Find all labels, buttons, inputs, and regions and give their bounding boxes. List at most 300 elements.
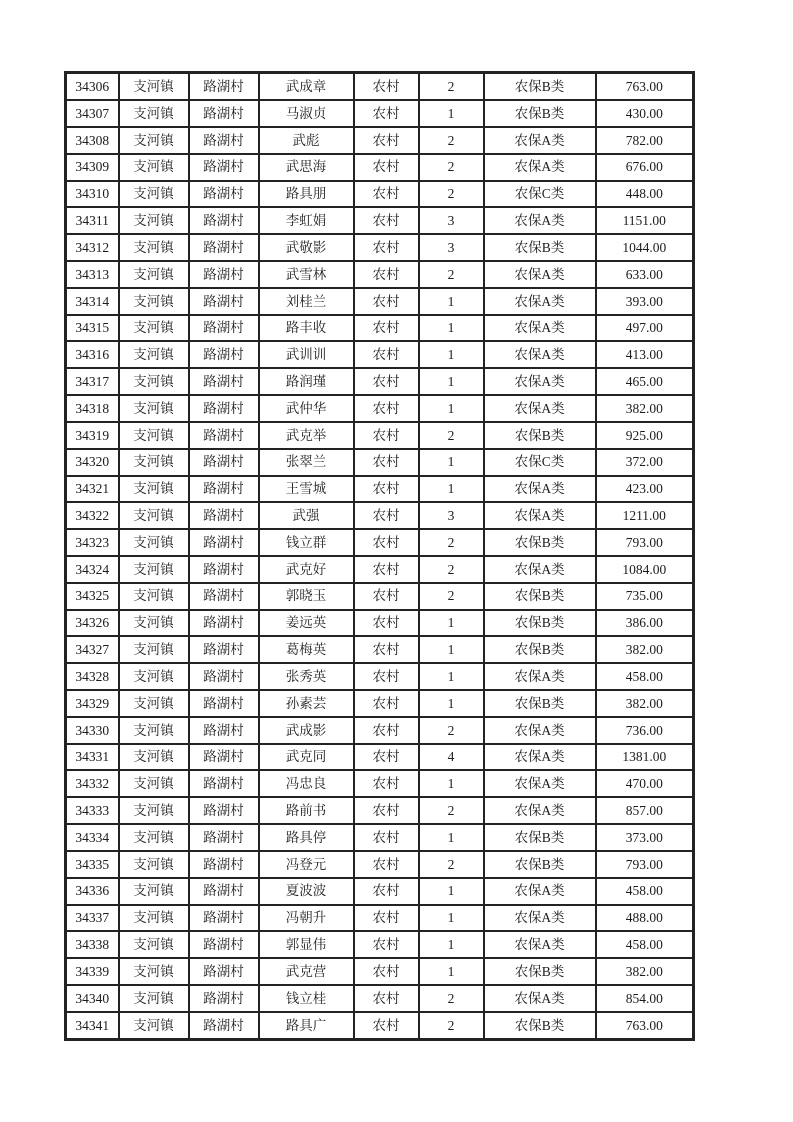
cell-amount: 465.00 — [596, 368, 694, 395]
cell-amount: 857.00 — [596, 797, 694, 824]
cell-town: 支河镇 — [119, 958, 189, 985]
cell-name: 冯忠良 — [259, 770, 354, 797]
cell-amount: 430.00 — [596, 100, 694, 127]
cell-town: 支河镇 — [119, 73, 189, 101]
cell-town: 支河镇 — [119, 127, 189, 154]
cell-amount: 793.00 — [596, 851, 694, 878]
cell-town: 支河镇 — [119, 476, 189, 503]
cell-serial_no: 34328 — [66, 663, 119, 690]
cell-serial_no: 34309 — [66, 154, 119, 181]
cell-insurance_class: 农保B类 — [484, 851, 596, 878]
cell-town: 支河镇 — [119, 985, 189, 1012]
cell-name: 郭显伟 — [259, 931, 354, 958]
cell-amount: 763.00 — [596, 73, 694, 101]
cell-insurance_class: 农保B类 — [484, 583, 596, 610]
cell-village: 路湖村 — [189, 529, 259, 556]
cell-amount: 735.00 — [596, 583, 694, 610]
cell-town: 支河镇 — [119, 154, 189, 181]
cell-name: 武克举 — [259, 422, 354, 449]
cell-insurance_class: 农保A类 — [484, 878, 596, 905]
cell-town: 支河镇 — [119, 878, 189, 905]
cell-town: 支河镇 — [119, 234, 189, 261]
cell-village: 路湖村 — [189, 744, 259, 771]
cell-name: 张翠兰 — [259, 449, 354, 476]
cell-insurance_class: 农保A类 — [484, 476, 596, 503]
cell-town: 支河镇 — [119, 610, 189, 637]
cell-residence_type: 农村 — [354, 851, 419, 878]
table-row — [66, 234, 694, 261]
cell-town: 支河镇 — [119, 556, 189, 583]
cell-insurance_class: 农保A类 — [484, 744, 596, 771]
cell-residence_type: 农村 — [354, 905, 419, 932]
cell-serial_no: 34329 — [66, 690, 119, 717]
cell-insurance_class: 农保B类 — [484, 690, 596, 717]
cell-serial_no: 34306 — [66, 73, 119, 101]
cell-name: 路具停 — [259, 824, 354, 851]
cell-residence_type: 农村 — [354, 449, 419, 476]
cell-village: 路湖村 — [189, 154, 259, 181]
cell-village: 路湖村 — [189, 556, 259, 583]
cell-town: 支河镇 — [119, 261, 189, 288]
table-row — [66, 851, 694, 878]
cell-residence_type: 农村 — [354, 958, 419, 985]
cell-person_count: 1 — [419, 449, 484, 476]
cell-serial_no: 34331 — [66, 744, 119, 771]
cell-residence_type: 农村 — [354, 797, 419, 824]
cell-person_count: 2 — [419, 797, 484, 824]
cell-village: 路湖村 — [189, 368, 259, 395]
cell-person_count: 1 — [419, 610, 484, 637]
cell-serial_no: 34307 — [66, 100, 119, 127]
cell-person_count: 2 — [419, 422, 484, 449]
cell-amount: 372.00 — [596, 449, 694, 476]
cell-serial_no: 34322 — [66, 502, 119, 529]
cell-amount: 497.00 — [596, 315, 694, 342]
cell-insurance_class: 农保A类 — [484, 985, 596, 1012]
cell-residence_type: 农村 — [354, 502, 419, 529]
cell-residence_type: 农村 — [354, 100, 419, 127]
table-row — [66, 368, 694, 395]
cell-residence_type: 农村 — [354, 985, 419, 1012]
cell-person_count: 4 — [419, 744, 484, 771]
cell-village: 路湖村 — [189, 636, 259, 663]
cell-town: 支河镇 — [119, 931, 189, 958]
cell-insurance_class: 农保A类 — [484, 797, 596, 824]
cell-town: 支河镇 — [119, 583, 189, 610]
cell-village: 路湖村 — [189, 181, 259, 208]
cell-amount: 736.00 — [596, 717, 694, 744]
table-row — [66, 422, 694, 449]
cell-residence_type: 农村 — [354, 529, 419, 556]
cell-residence_type: 农村 — [354, 744, 419, 771]
cell-name: 武克营 — [259, 958, 354, 985]
cell-residence_type: 农村 — [354, 341, 419, 368]
cell-name: 姜远英 — [259, 610, 354, 637]
cell-insurance_class: 农保B类 — [484, 234, 596, 261]
cell-amount: 854.00 — [596, 985, 694, 1012]
cell-insurance_class: 农保A类 — [484, 770, 596, 797]
cell-amount: 458.00 — [596, 663, 694, 690]
cell-residence_type: 农村 — [354, 234, 419, 261]
cell-town: 支河镇 — [119, 690, 189, 717]
cell-person_count: 2 — [419, 127, 484, 154]
cell-amount: 393.00 — [596, 288, 694, 315]
cell-town: 支河镇 — [119, 341, 189, 368]
cell-person_count: 1 — [419, 100, 484, 127]
cell-serial_no: 34318 — [66, 395, 119, 422]
table-row — [66, 181, 694, 208]
cell-amount: 782.00 — [596, 127, 694, 154]
table-row — [66, 100, 694, 127]
cell-residence_type: 农村 — [354, 931, 419, 958]
cell-village: 路湖村 — [189, 851, 259, 878]
cell-residence_type: 农村 — [354, 610, 419, 637]
cell-residence_type: 农村 — [354, 288, 419, 315]
cell-insurance_class: 农保C类 — [484, 181, 596, 208]
cell-name: 路丰收 — [259, 315, 354, 342]
cell-residence_type: 农村 — [354, 690, 419, 717]
cell-serial_no: 34313 — [66, 261, 119, 288]
cell-name: 武敬影 — [259, 234, 354, 261]
cell-name: 武训训 — [259, 341, 354, 368]
cell-name: 武思海 — [259, 154, 354, 181]
cell-amount: 633.00 — [596, 261, 694, 288]
cell-residence_type: 农村 — [354, 73, 419, 101]
cell-amount: 470.00 — [596, 770, 694, 797]
cell-village: 路湖村 — [189, 690, 259, 717]
cell-person_count: 2 — [419, 583, 484, 610]
cell-town: 支河镇 — [119, 851, 189, 878]
table-row — [66, 744, 694, 771]
table-row — [66, 315, 694, 342]
benefits-table — [64, 71, 695, 1041]
table-row — [66, 127, 694, 154]
cell-village: 路湖村 — [189, 100, 259, 127]
cell-town: 支河镇 — [119, 636, 189, 663]
cell-village: 路湖村 — [189, 958, 259, 985]
cell-insurance_class: 农保A类 — [484, 288, 596, 315]
cell-amount: 448.00 — [596, 181, 694, 208]
cell-insurance_class: 农保B类 — [484, 610, 596, 637]
cell-town: 支河镇 — [119, 744, 189, 771]
cell-name: 孙素芸 — [259, 690, 354, 717]
cell-insurance_class: 农保A类 — [484, 395, 596, 422]
cell-amount: 382.00 — [596, 395, 694, 422]
cell-insurance_class: 农保A类 — [484, 341, 596, 368]
cell-village: 路湖村 — [189, 315, 259, 342]
cell-town: 支河镇 — [119, 663, 189, 690]
cell-insurance_class: 农保A类 — [484, 717, 596, 744]
cell-amount: 458.00 — [596, 931, 694, 958]
cell-name: 郭晓玉 — [259, 583, 354, 610]
cell-amount: 676.00 — [596, 154, 694, 181]
table-row — [66, 690, 694, 717]
cell-person_count: 2 — [419, 529, 484, 556]
cell-insurance_class: 农保B类 — [484, 958, 596, 985]
cell-amount: 413.00 — [596, 341, 694, 368]
table-row — [66, 583, 694, 610]
cell-village: 路湖村 — [189, 878, 259, 905]
cell-serial_no: 34338 — [66, 931, 119, 958]
cell-town: 支河镇 — [119, 717, 189, 744]
cell-insurance_class: 农保A类 — [484, 261, 596, 288]
table-row — [66, 449, 694, 476]
cell-person_count: 2 — [419, 154, 484, 181]
cell-amount: 1044.00 — [596, 234, 694, 261]
cell-person_count: 2 — [419, 73, 484, 101]
cell-serial_no: 34335 — [66, 851, 119, 878]
cell-village: 路湖村 — [189, 985, 259, 1012]
cell-serial_no: 34332 — [66, 770, 119, 797]
cell-insurance_class: 农保B类 — [484, 422, 596, 449]
cell-town: 支河镇 — [119, 181, 189, 208]
cell-town: 支河镇 — [119, 395, 189, 422]
cell-person_count: 1 — [419, 663, 484, 690]
cell-village: 路湖村 — [189, 610, 259, 637]
cell-serial_no: 34330 — [66, 717, 119, 744]
cell-insurance_class: 农保A类 — [484, 931, 596, 958]
cell-person_count: 1 — [419, 878, 484, 905]
cell-village: 路湖村 — [189, 717, 259, 744]
cell-insurance_class: 农保A类 — [484, 905, 596, 932]
cell-serial_no: 34325 — [66, 583, 119, 610]
cell-amount: 382.00 — [596, 690, 694, 717]
cell-person_count: 1 — [419, 690, 484, 717]
cell-town: 支河镇 — [119, 422, 189, 449]
cell-town: 支河镇 — [119, 368, 189, 395]
cell-name: 冯朝升 — [259, 905, 354, 932]
cell-insurance_class: 农保A类 — [484, 154, 596, 181]
table-row — [66, 985, 694, 1012]
cell-name: 冯登元 — [259, 851, 354, 878]
cell-person_count: 3 — [419, 502, 484, 529]
cell-village: 路湖村 — [189, 127, 259, 154]
cell-residence_type: 农村 — [354, 824, 419, 851]
cell-person_count: 1 — [419, 368, 484, 395]
cell-person_count: 1 — [419, 341, 484, 368]
cell-insurance_class: 农保B类 — [484, 100, 596, 127]
cell-name: 刘桂兰 — [259, 288, 354, 315]
cell-serial_no: 34321 — [66, 476, 119, 503]
cell-residence_type: 农村 — [354, 583, 419, 610]
cell-serial_no: 34316 — [66, 341, 119, 368]
cell-name: 武雪林 — [259, 261, 354, 288]
cell-village: 路湖村 — [189, 449, 259, 476]
cell-residence_type: 农村 — [354, 1012, 419, 1040]
cell-person_count: 3 — [419, 234, 484, 261]
cell-amount: 1211.00 — [596, 502, 694, 529]
cell-insurance_class: 农保A类 — [484, 663, 596, 690]
cell-insurance_class: 农保B类 — [484, 636, 596, 663]
cell-residence_type: 农村 — [354, 154, 419, 181]
cell-serial_no: 34310 — [66, 181, 119, 208]
table-row — [66, 717, 694, 744]
cell-village: 路湖村 — [189, 476, 259, 503]
cell-insurance_class: 农保B类 — [484, 73, 596, 101]
table-row — [66, 207, 694, 234]
cell-amount: 793.00 — [596, 529, 694, 556]
cell-insurance_class: 农保A类 — [484, 207, 596, 234]
cell-serial_no: 34312 — [66, 234, 119, 261]
cell-person_count: 2 — [419, 556, 484, 583]
cell-village: 路湖村 — [189, 905, 259, 932]
cell-amount: 1151.00 — [596, 207, 694, 234]
cell-person_count: 3 — [419, 207, 484, 234]
cell-amount: 458.00 — [596, 878, 694, 905]
cell-person_count: 2 — [419, 181, 484, 208]
cell-village: 路湖村 — [189, 288, 259, 315]
cell-person_count: 1 — [419, 476, 484, 503]
table-row — [66, 931, 694, 958]
cell-name: 武成影 — [259, 717, 354, 744]
cell-amount: 423.00 — [596, 476, 694, 503]
cell-insurance_class: 农保A类 — [484, 127, 596, 154]
cell-residence_type: 农村 — [354, 770, 419, 797]
cell-person_count: 2 — [419, 851, 484, 878]
cell-residence_type: 农村 — [354, 636, 419, 663]
cell-residence_type: 农村 — [354, 181, 419, 208]
cell-residence_type: 农村 — [354, 315, 419, 342]
cell-residence_type: 农村 — [354, 368, 419, 395]
cell-village: 路湖村 — [189, 824, 259, 851]
cell-village: 路湖村 — [189, 261, 259, 288]
cell-insurance_class: 农保B类 — [484, 824, 596, 851]
cell-name: 路具广 — [259, 1012, 354, 1040]
cell-name: 钱立群 — [259, 529, 354, 556]
cell-person_count: 1 — [419, 958, 484, 985]
cell-residence_type: 农村 — [354, 476, 419, 503]
cell-person_count: 2 — [419, 261, 484, 288]
cell-residence_type: 农村 — [354, 395, 419, 422]
cell-name: 武仲华 — [259, 395, 354, 422]
cell-name: 张秀英 — [259, 663, 354, 690]
cell-village: 路湖村 — [189, 583, 259, 610]
cell-amount: 373.00 — [596, 824, 694, 851]
cell-town: 支河镇 — [119, 207, 189, 234]
cell-name: 武成章 — [259, 73, 354, 101]
cell-name: 武克同 — [259, 744, 354, 771]
cell-village: 路湖村 — [189, 395, 259, 422]
cell-village: 路湖村 — [189, 663, 259, 690]
cell-name: 路前书 — [259, 797, 354, 824]
cell-serial_no: 34314 — [66, 288, 119, 315]
cell-amount: 386.00 — [596, 610, 694, 637]
cell-residence_type: 农村 — [354, 261, 419, 288]
cell-name: 路具朋 — [259, 181, 354, 208]
cell-amount: 1381.00 — [596, 744, 694, 771]
cell-town: 支河镇 — [119, 905, 189, 932]
cell-residence_type: 农村 — [354, 878, 419, 905]
table-row — [66, 502, 694, 529]
cell-residence_type: 农村 — [354, 127, 419, 154]
table-row — [66, 288, 694, 315]
table-row — [66, 878, 694, 905]
cell-village: 路湖村 — [189, 502, 259, 529]
cell-insurance_class: 农保C类 — [484, 449, 596, 476]
cell-serial_no: 34336 — [66, 878, 119, 905]
cell-town: 支河镇 — [119, 770, 189, 797]
table-row — [66, 154, 694, 181]
cell-serial_no: 34317 — [66, 368, 119, 395]
cell-serial_no: 34324 — [66, 556, 119, 583]
cell-village: 路湖村 — [189, 770, 259, 797]
cell-town: 支河镇 — [119, 502, 189, 529]
cell-person_count: 1 — [419, 636, 484, 663]
cell-residence_type: 农村 — [354, 663, 419, 690]
cell-village: 路湖村 — [189, 73, 259, 101]
cell-village: 路湖村 — [189, 207, 259, 234]
cell-insurance_class: 农保A类 — [484, 368, 596, 395]
table-body — [66, 73, 694, 1040]
cell-town: 支河镇 — [119, 100, 189, 127]
cell-serial_no: 34308 — [66, 127, 119, 154]
cell-serial_no: 34323 — [66, 529, 119, 556]
cell-name: 李虹娟 — [259, 207, 354, 234]
cell-serial_no: 34320 — [66, 449, 119, 476]
cell-serial_no: 34333 — [66, 797, 119, 824]
table-row — [66, 395, 694, 422]
cell-serial_no: 34339 — [66, 958, 119, 985]
table-row — [66, 905, 694, 932]
cell-name: 武彪 — [259, 127, 354, 154]
cell-serial_no: 34334 — [66, 824, 119, 851]
cell-amount: 763.00 — [596, 1012, 694, 1040]
cell-name: 王雪城 — [259, 476, 354, 503]
cell-name: 路润瑾 — [259, 368, 354, 395]
cell-name: 马淑贞 — [259, 100, 354, 127]
cell-residence_type: 农村 — [354, 422, 419, 449]
cell-serial_no: 34311 — [66, 207, 119, 234]
cell-person_count: 2 — [419, 985, 484, 1012]
cell-insurance_class: 农保B类 — [484, 1012, 596, 1040]
cell-town: 支河镇 — [119, 449, 189, 476]
cell-person_count: 1 — [419, 770, 484, 797]
cell-town: 支河镇 — [119, 529, 189, 556]
cell-serial_no: 34315 — [66, 315, 119, 342]
cell-residence_type: 农村 — [354, 717, 419, 744]
table-row — [66, 529, 694, 556]
cell-village: 路湖村 — [189, 234, 259, 261]
cell-serial_no: 34340 — [66, 985, 119, 1012]
cell-residence_type: 农村 — [354, 207, 419, 234]
cell-amount: 1084.00 — [596, 556, 694, 583]
cell-town: 支河镇 — [119, 1012, 189, 1040]
table-row — [66, 556, 694, 583]
table-row — [66, 261, 694, 288]
cell-person_count: 2 — [419, 717, 484, 744]
cell-insurance_class: 农保A类 — [484, 502, 596, 529]
table-row — [66, 341, 694, 368]
cell-amount: 488.00 — [596, 905, 694, 932]
table-row — [66, 476, 694, 503]
cell-residence_type: 农村 — [354, 556, 419, 583]
cell-village: 路湖村 — [189, 931, 259, 958]
cell-name: 钱立桂 — [259, 985, 354, 1012]
cell-village: 路湖村 — [189, 797, 259, 824]
cell-village: 路湖村 — [189, 422, 259, 449]
cell-serial_no: 34319 — [66, 422, 119, 449]
table-row — [66, 797, 694, 824]
cell-person_count: 2 — [419, 1012, 484, 1040]
cell-village: 路湖村 — [189, 1012, 259, 1040]
cell-town: 支河镇 — [119, 797, 189, 824]
cell-insurance_class: 农保A类 — [484, 315, 596, 342]
cell-name: 武克好 — [259, 556, 354, 583]
cell-name: 夏波波 — [259, 878, 354, 905]
cell-serial_no: 34337 — [66, 905, 119, 932]
table-row — [66, 73, 694, 101]
cell-name: 葛梅英 — [259, 636, 354, 663]
